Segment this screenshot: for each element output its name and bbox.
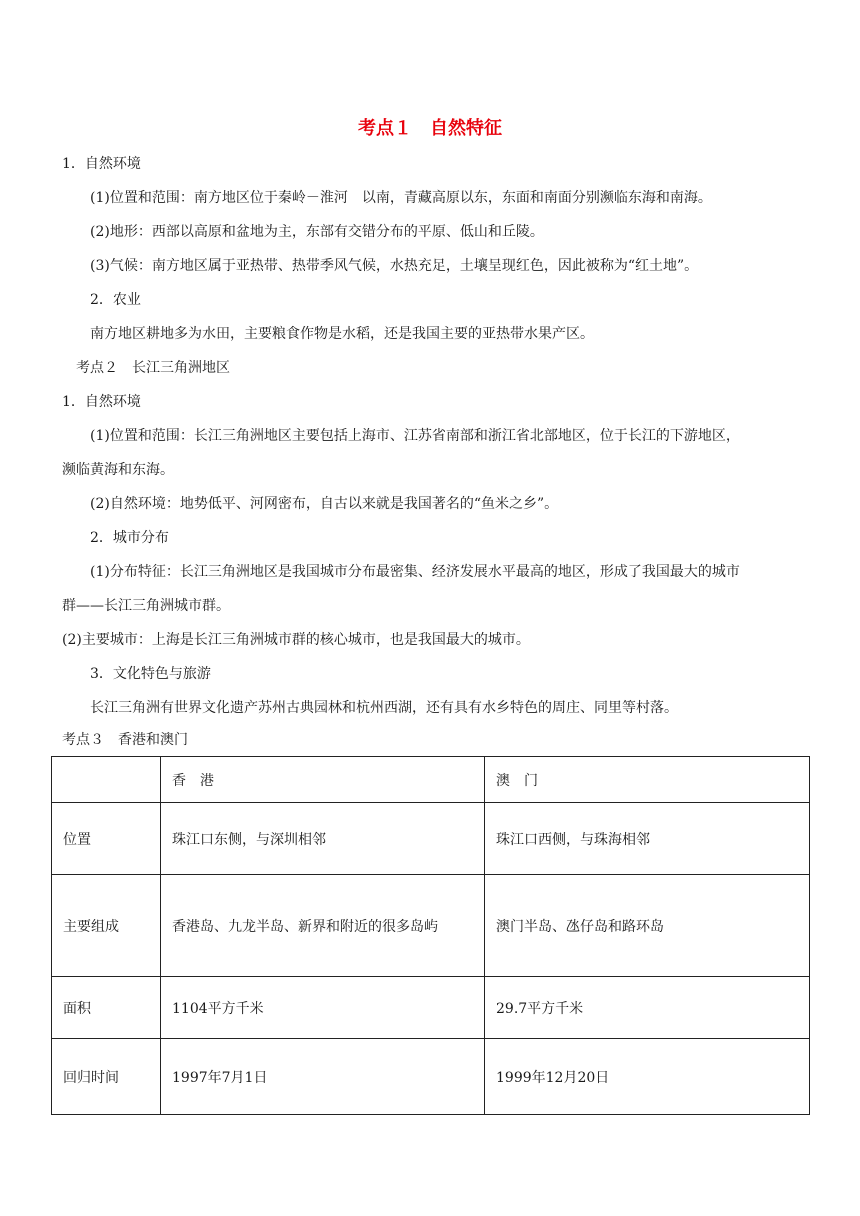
hk-macau-comparison-table xyxy=(51,756,810,1115)
section2-main-city-paragraph: (2)主要城市：上海是长江三角洲城市群的核心城市，也是我国最大的城市。 xyxy=(62,632,530,648)
page-title: 考点１ 自然特征 xyxy=(358,118,502,139)
section1-heading-agriculture: 2．农业 xyxy=(90,292,141,308)
table-header-cell xyxy=(52,757,161,803)
table-header-row xyxy=(52,757,810,803)
table-header-cell: 澳 门 xyxy=(485,757,810,803)
section1-location-paragraph: (1)位置和范围：南方地区位于秦岭－淮河 以南，青藏高原以东，东面和南面分别濒临东海和南海。 xyxy=(90,190,712,206)
section2-heading-culture: 3．文化特色与旅游 xyxy=(90,666,211,682)
table-cell: 回归时间 xyxy=(52,1039,161,1115)
table-row xyxy=(52,875,810,977)
table-row xyxy=(52,803,810,875)
section1-terrain-paragraph: (2)地形：西部以高原和盆地为主，东部有交错分布的平原、低山和丘陵。 xyxy=(90,224,544,240)
table-cell: 珠江口西侧，与珠海相邻 xyxy=(485,803,810,875)
section2-nature-paragraph: (2)自然环境：地势低平、河网密布，自古以来就是我国著名的“鱼米之乡”。 xyxy=(90,496,559,512)
table-cell: 1104平方千米 xyxy=(161,977,485,1039)
table-cell: 澳门半岛、氹仔岛和路环岛 xyxy=(485,875,810,977)
section2-title: 考点２ 长江三角洲地区 xyxy=(76,360,230,376)
table-row xyxy=(52,1039,810,1115)
table-row xyxy=(52,977,810,1039)
table-cell: 香港岛、九龙半岛、新界和附近的很多岛屿 xyxy=(161,875,485,977)
section1-agriculture-paragraph: 南方地区耕地多为水田，主要粮食作物是水稻，还是我国主要的亚热带水果产区。 xyxy=(90,326,594,342)
table-cell: 1997年7月1日 xyxy=(161,1039,485,1115)
table-cell: 面积 xyxy=(52,977,161,1039)
section3-title: 考点３ 香港和澳门 xyxy=(62,732,188,748)
section1-heading-environment: 1．自然环境 xyxy=(62,156,141,172)
table-cell: 位置 xyxy=(52,803,161,875)
section2-heading-cities: 2．城市分布 xyxy=(90,530,169,546)
table-cell: 主要组成 xyxy=(52,875,161,977)
section2-distribution-paragraph-line2: 群——长江三角洲城市群。 xyxy=(62,598,230,614)
table-cell: 29.7平方千米 xyxy=(485,977,810,1039)
table-cell: 珠江口东侧，与深圳相邻 xyxy=(161,803,485,875)
table-header-cell: 香 港 xyxy=(161,757,485,803)
section2-location-paragraph-line1: (1)位置和范围：长江三角洲地区主要包括上海市、江苏省南部和浙江省北部地区，位于长江的下游地区， xyxy=(90,428,740,444)
section2-culture-paragraph: 长江三角洲有世界文化遗产苏州古典园林和杭州西湖，还有具有水乡特色的周庄、同里等村落。 xyxy=(90,700,678,716)
section2-distribution-paragraph-line1: (1)分布特征：长江三角洲地区是我国城市分布最密集、经济发展水平最高的地区，形成了我国最大的城市 xyxy=(90,564,740,580)
section1-climate-paragraph: (3)气候：南方地区属于亚热带、热带季风气候，水热充足，土壤呈现红色，因此被称为“红土地”。 xyxy=(90,258,699,274)
section2-heading-environment: 1．自然环境 xyxy=(62,394,141,410)
section2-location-paragraph-line2: 濒临黄海和东海。 xyxy=(62,462,174,478)
table-cell: 1999年12月20日 xyxy=(485,1039,810,1115)
